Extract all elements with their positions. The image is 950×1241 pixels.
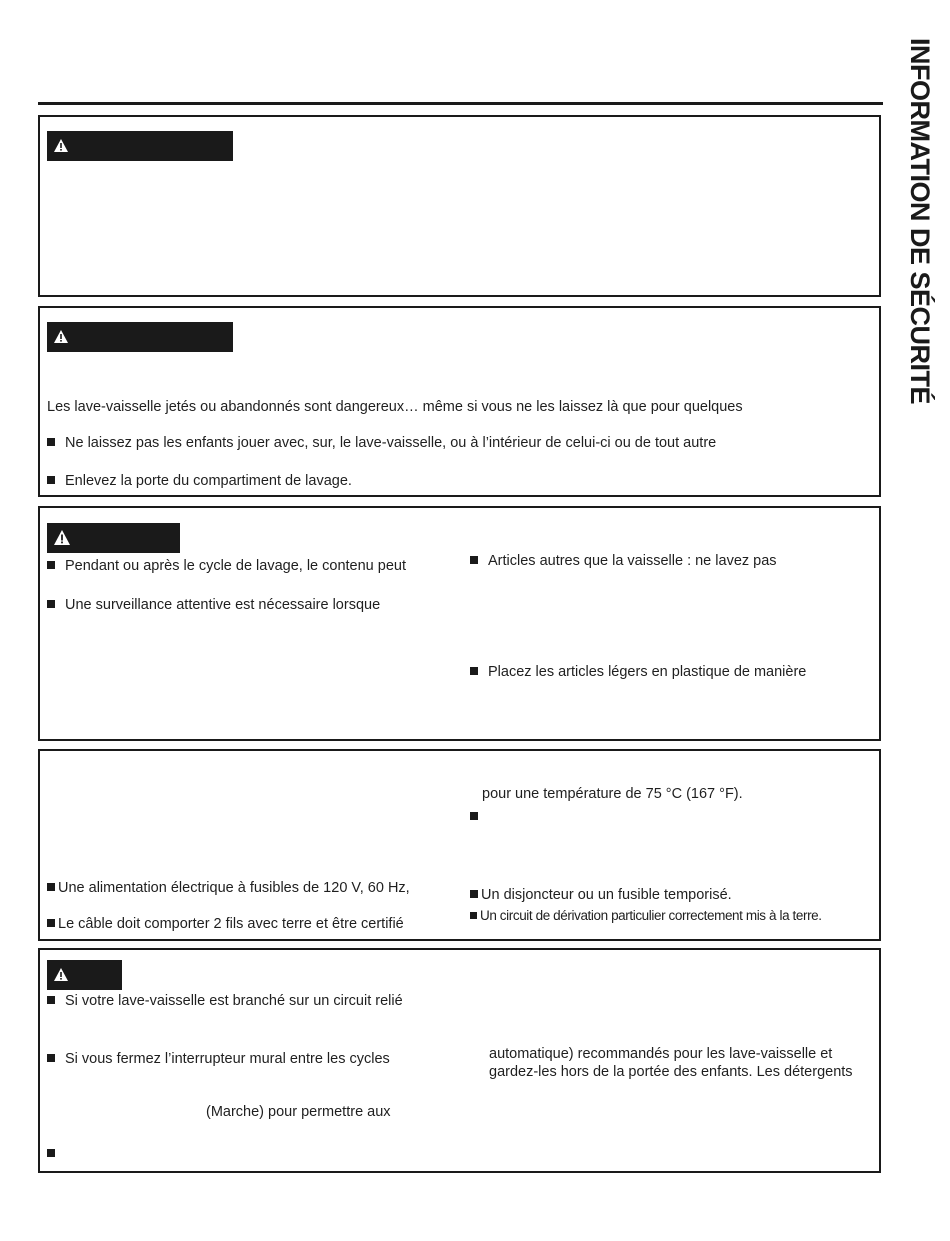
list-item — [47, 1146, 65, 1162]
list-item: Ne laissez pas les enfants jouer avec, sur, le lave-vaisselle, ou à l’intérieur de celui-ci ou de tout autre — [47, 435, 716, 451]
bullet-square-icon — [470, 890, 478, 898]
list-item: Si votre lave-vaisselle est branché sur un circuit relié — [47, 993, 403, 1009]
bullet-square-icon — [470, 556, 478, 564]
bullet-square-icon — [47, 919, 55, 927]
bullet-square-icon — [47, 438, 55, 446]
list-item: Un circuit de dérivation particulier correctement mis à la terre. — [470, 908, 822, 923]
electrical-box — [38, 749, 881, 941]
side-title: INFORMATION DE SÉCURITÉ — [905, 38, 935, 404]
bullet-square-icon — [47, 476, 55, 484]
bullet-square-icon — [470, 912, 477, 919]
warning-box-3 — [38, 506, 881, 741]
temperature-text: pour une température de 75 °C (167 °F). — [482, 786, 743, 802]
warning-bar — [47, 523, 180, 553]
list-item: Enlevez la porte du compartiment de lavage. — [47, 473, 352, 489]
warning-triangle-icon — [54, 330, 68, 343]
warning-bar — [47, 131, 233, 161]
list-item — [470, 809, 488, 825]
warning-triangle-icon — [54, 530, 70, 545]
header-rule — [38, 102, 883, 105]
list-item: Une surveillance attentive est nécessaire lorsque — [47, 597, 380, 613]
warning-box-2 — [38, 306, 881, 497]
list-item: Une alimentation électrique à fusibles de 120 V, 60 Hz, — [47, 880, 410, 896]
warning-triangle-icon — [54, 139, 68, 152]
warning-box-1 — [38, 115, 881, 297]
warning-triangle-icon — [54, 968, 68, 981]
list-item: Articles autres que la vaisselle : ne lavez pas — [470, 553, 777, 569]
warning-box-5 — [38, 948, 881, 1173]
bullet-square-icon — [47, 996, 55, 1004]
list-item: Pendant ou après le cycle de lavage, le contenu peut — [47, 558, 406, 574]
marche-text: (Marche) pour permettre aux — [206, 1104, 391, 1120]
detergent-text-line-1: automatique) recommandés pour les lave-vaisselle et — [489, 1046, 833, 1062]
list-item: Un disjoncteur ou un fusible temporisé. — [470, 887, 732, 903]
bullet-square-icon — [470, 667, 478, 675]
list-item: Le câble doit comporter 2 fils avec terre et être certifié — [47, 916, 404, 932]
warning-bar — [47, 322, 233, 352]
bullet-square-icon — [47, 883, 55, 891]
bullet-square-icon — [47, 1054, 55, 1062]
warning-bar — [47, 960, 122, 990]
bullet-square-icon — [47, 600, 55, 608]
bullet-square-icon — [470, 812, 478, 820]
bullet-square-icon — [47, 1149, 55, 1157]
detergent-text-line-2: gardez-les hors de la portée des enfants. Les détergents — [489, 1064, 853, 1080]
bullet-square-icon — [47, 561, 55, 569]
list-item: Placez les articles légers en plastique de manière — [470, 664, 806, 680]
intro-text: Les lave-vaisselle jetés ou abandonnés sont dangereux… même si vous ne les laissez là que pour quelques — [47, 399, 743, 415]
list-item: Si vous fermez l’interrupteur mural entre les cycles — [47, 1051, 390, 1067]
